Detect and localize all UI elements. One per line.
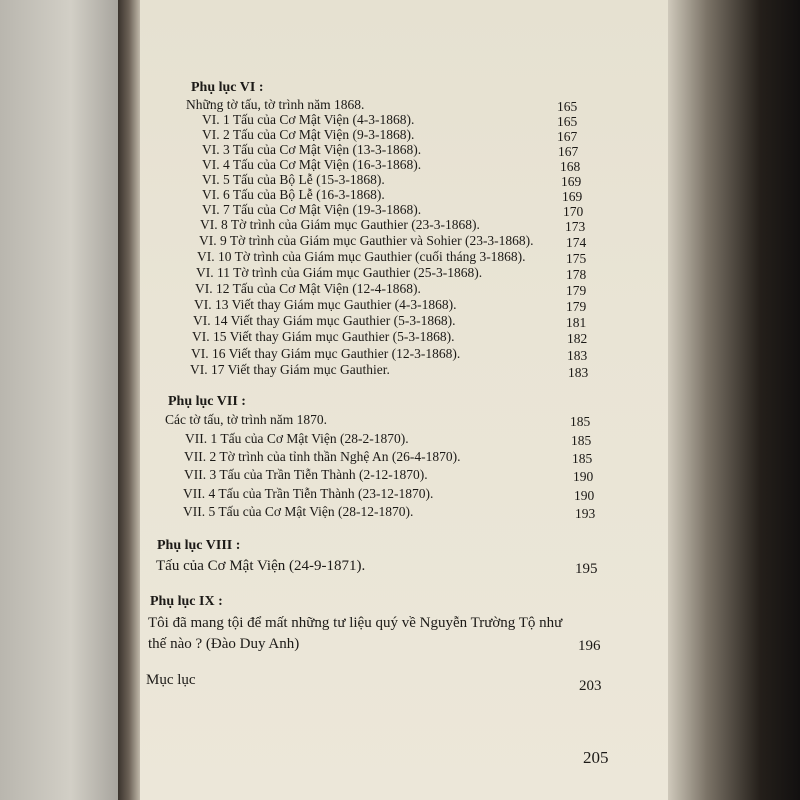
toc-page-number: 196	[578, 638, 601, 654]
toc-entry: VI. 11 Tờ trình của Giám mục Gauthier (25-3-1868).	[196, 265, 483, 280]
toc-page-number: 168	[560, 159, 581, 174]
toc-page-number: 165	[557, 99, 578, 114]
toc-page-number: 183	[567, 348, 588, 363]
toc-entry: thế nào ? (Đào Duy Anh)	[148, 636, 300, 652]
toc-entry: VI. 17 Viết thay Giám mục Gauthier.	[190, 362, 390, 377]
toc-page-number: 190	[573, 469, 594, 484]
page-edge-shadow	[668, 0, 800, 800]
toc-page-number: 182	[567, 331, 588, 346]
book-spine	[118, 0, 142, 800]
toc-page-number: 195	[575, 561, 598, 577]
toc-page-number: 167	[558, 144, 579, 159]
toc-entry: VI. 2 Tấu của Cơ Mật Viện (9-3-1868).	[202, 127, 415, 142]
toc-page-number: 190	[574, 488, 595, 503]
toc-page-number: 165	[557, 114, 578, 129]
toc-entry: VI. 10 Tờ trình của Giám mục Gauthier (cuối tháng 3-1868).	[197, 249, 526, 264]
toc-entry: Mục lục	[146, 672, 196, 688]
toc-page-number: 183	[568, 365, 589, 380]
toc-page-number: 174	[566, 235, 587, 250]
toc-entry: VII. 3 Tấu của Trần Tiễn Thành (2-12-1870).	[184, 467, 428, 482]
toc-entry: Tôi đã mang tội để mất những tư liệu quý về Nguyễn Trường Tộ như	[148, 615, 563, 631]
toc-page-number: 181	[566, 315, 587, 330]
toc-page-number: 185	[571, 433, 592, 448]
toc-entry: VI. 1 Tấu của Cơ Mật Viện (4-3-1868).	[202, 112, 415, 127]
toc-page-number: 169	[561, 174, 582, 189]
toc-page-number: 178	[566, 267, 587, 282]
toc-entry: VII. 4 Tấu của Trần Tiễn Thành (23-12-1870).	[183, 486, 434, 501]
toc-entry: VI. 6 Tấu của Bộ Lễ (16-3-1868).	[202, 187, 385, 202]
toc-entry: VII. 5 Tấu của Cơ Mật Viện (28-12-1870).	[183, 504, 414, 519]
section-heading: Phụ lục IX :	[150, 594, 223, 609]
toc-entry: VI. 14 Viết thay Giám mục Gauthier (5-3-1868).	[193, 313, 456, 328]
toc-entry: VI. 12 Tấu của Cơ Mật Viện (12-4-1868).	[195, 281, 421, 296]
toc-entry: VI. 7 Tấu của Cơ Mật Viện (19-3-1868).	[202, 202, 422, 217]
toc-page-number: 173	[565, 219, 586, 234]
toc-page-number: 179	[566, 283, 587, 298]
toc-page-number: 175	[566, 251, 587, 266]
toc-page-number: 169	[562, 189, 583, 204]
toc-page-number: 185	[572, 451, 593, 466]
toc-entry: VI. 13 Viết thay Giám mục Gauthier (4-3-1868).	[194, 297, 457, 312]
toc-page-number: 167	[557, 129, 578, 144]
section-heading: Phụ lục VII :	[168, 394, 246, 409]
section-heading: Phụ lục VIII :	[157, 538, 241, 553]
toc-page-number: 203	[579, 678, 602, 694]
toc-entry: VI. 8 Tờ trình của Giám mục Gauthier (23-3-1868).	[200, 217, 480, 232]
page-number: 205	[583, 748, 609, 767]
toc-entry: VI. 9 Tờ trình của Giám mục Gauthier và Sohier (23-3-1868).	[199, 233, 534, 248]
toc-entry: Tấu của Cơ Mật Viện (24-9-1871).	[156, 558, 366, 574]
toc-page-number: 193	[575, 506, 596, 521]
toc-entry: VII. 1 Tấu của Cơ Mật Viện (28-2-1870).	[185, 431, 409, 446]
toc-entry: VI. 5 Tấu của Bộ Lễ (15-3-1868).	[202, 172, 385, 187]
toc-entry: VI. 15 Viết thay Giám mục Gauthier (5-3-1868).	[192, 329, 455, 344]
toc-entry: Những tờ tấu, tờ trình năm 1868.	[186, 97, 365, 112]
toc-entry: VI. 16 Viết thay Giám mục Gauthier (12-3-1868).	[191, 346, 461, 361]
toc-page-number: 170	[563, 204, 584, 219]
adjacent-page-edge	[0, 0, 118, 800]
toc-entry: VI. 4 Tấu của Cơ Mật Viện (16-3-1868).	[202, 157, 422, 172]
toc-entry: VII. 2 Tờ trình của tỉnh thần Nghệ An (26-4-1870).	[184, 449, 461, 464]
toc-page-number: 179	[566, 299, 587, 314]
toc-entry: VI. 3 Tấu của Cơ Mật Viện (13-3-1868).	[202, 142, 422, 157]
section-heading: Phụ lục VI :	[191, 80, 264, 95]
toc-entry: Các tờ tấu, tờ trình năm 1870.	[165, 412, 327, 427]
toc-page-number: 185	[570, 414, 591, 429]
